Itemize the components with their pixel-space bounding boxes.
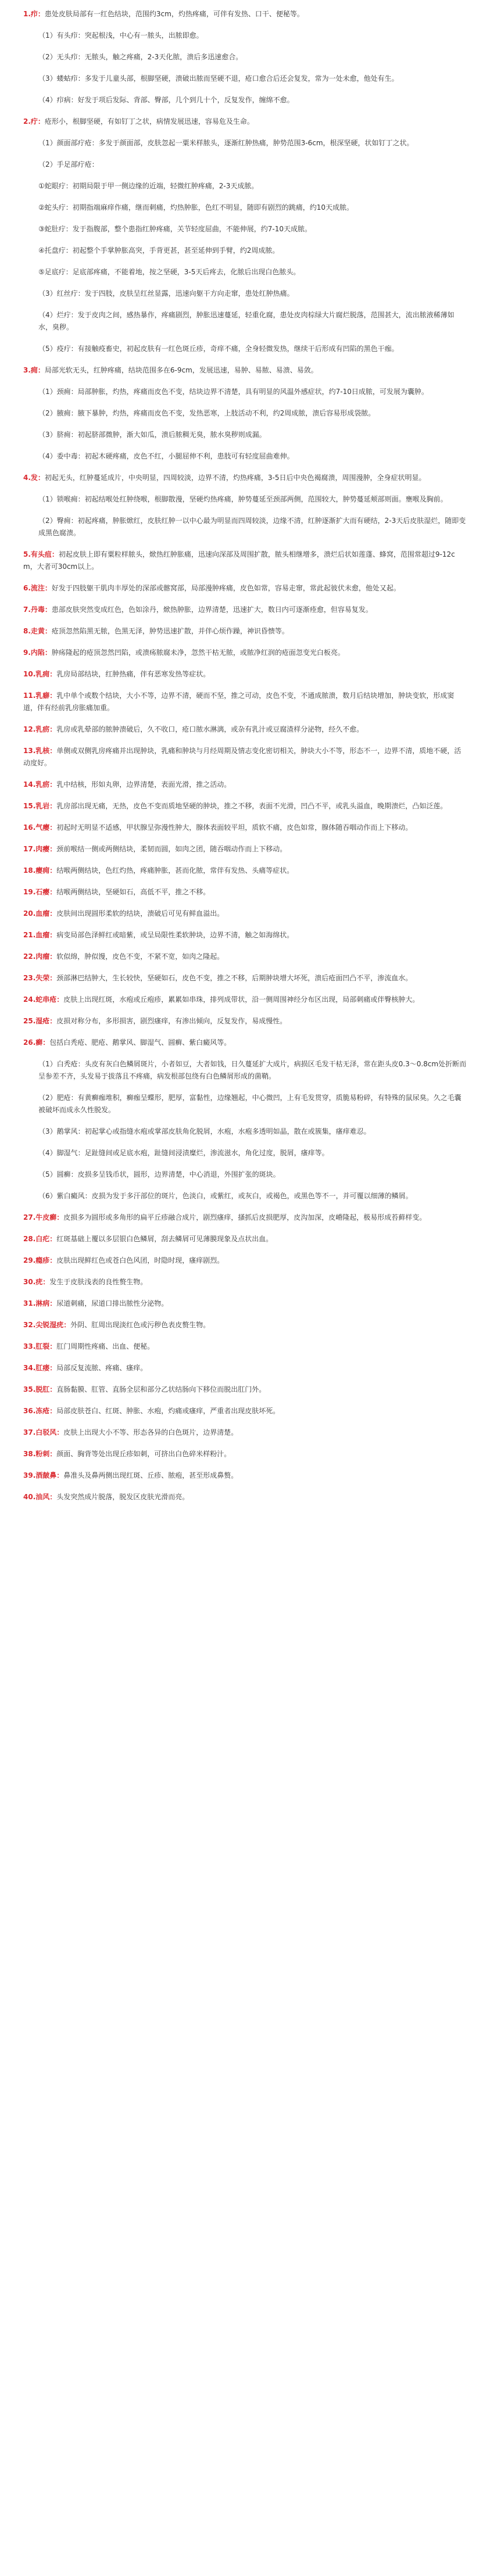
entry-text: 肿疡隆起的疮顶忽然凹陷，或溃疡脓腐未净，忽然干枯无脓，或脓净红润的疮面忽变光白板亮。	[51, 649, 345, 657]
entry-title: 35.脱肛：	[23, 1385, 57, 1393]
sub-paragraph	[0, 1147, 467, 1159]
entry-paragraph	[0, 1015, 467, 1027]
entry-text: 红斑基础上覆以多层银白色鳞屑，刮去鳞屑可见薄膜现象及点状出血。	[56, 1235, 273, 1243]
entry-text: （2）无头疖：无脓头，触之疼痛，2-3天化脓，溃后多迅速愈合。	[38, 53, 243, 61]
entry-text: 患处皮肤局部有一红色结块，范围约3cm，灼热疼痛，可伴有发热、口干、便秘等。	[44, 10, 304, 18]
sub-paragraph	[0, 343, 467, 355]
entry-paragraph	[0, 779, 467, 791]
entry-text: 颈前喉结一侧或两侧结块，柔韧而圆，如肉之团，随吞咽动作而上下移动。	[56, 845, 287, 853]
entry-title: 33.肛裂：	[23, 1342, 57, 1350]
entry-text: 疮顶忽然陷黑无脓，色黑无泽，肿势迅速扩散，并伴心烦作躁，神识昏愦等。	[51, 627, 289, 635]
entry-title: 40.油风：	[23, 1493, 57, 1501]
entry-paragraph	[0, 951, 467, 963]
entry-paragraph	[0, 1233, 467, 1245]
entry-text: 局部反复流脓、疼痛、瘙痒。	[56, 1364, 148, 1372]
entry-text: （5）疫疔：有接触疫畜史，初起皮肤有一红色斑丘疹，奇痒不痛，全身轻微发热，继续干后形成有凹陷的黑色干痂。	[38, 345, 399, 353]
entry-text: ⑤足底疔：足底部疼痛，不能着地，按之坚硬，3-5天后疼去，化脓后出现白色脓头。	[38, 268, 301, 276]
entry-text: 软似绵，肿似馒，皮色不变，不紧不宽，如肉之隆起。	[56, 952, 224, 961]
entry-paragraph	[0, 1362, 467, 1374]
entry-text: 初起时无明显不适感，甲状腺呈弥漫性肿大，腺体表面较平坦，质软不痛，皮色如常，腺体随吞咽动作而上下移动。	[56, 823, 413, 832]
entry-text: （6）紫白癜风：皮损为发于多汗部位的斑片，色淡白，或紫红，或灰白，或褐色，或黑色等不一，并可覆以细薄的鳞屑。	[38, 1192, 413, 1200]
sub-paragraph	[0, 1169, 467, 1181]
entry-title: 9.内陷：	[23, 649, 52, 657]
entry-title: 5.有头疽：	[23, 550, 59, 558]
entry-paragraph	[0, 745, 467, 769]
entry-title: 16.气瘿：	[23, 823, 57, 832]
sub-paragraph	[0, 288, 467, 300]
sub-paragraph	[0, 223, 467, 235]
sub-paragraph	[0, 180, 467, 192]
entry-paragraph	[0, 886, 467, 898]
entry-title: 38.粉刺：	[23, 1450, 57, 1458]
entry-title: 19.石瘿：	[23, 888, 57, 896]
entry-title: 18.瘿痈：	[23, 866, 57, 875]
entry-paragraph	[0, 1255, 467, 1267]
sub-paragraph	[0, 159, 467, 171]
entry-text: （2）手足部疔疮：	[38, 160, 99, 169]
entry-paragraph	[0, 668, 467, 680]
sub-paragraph	[0, 450, 467, 463]
entry-text: （3）红丝疔：发于四肢，皮肤呈红丝显露，迅速向躯干方向走窜，患处红肿热痛。	[38, 289, 294, 298]
entry-text: （2）肥疮：有黄癣痂堆积，癣痂呈蝶形，肥厚，富黏性，边缘翘起，中心微凹，上有毛发贯穿，质脆易粉碎，有特殊的鼠尿臭。久之毛囊被破坏而成永久性脱发。	[38, 1094, 462, 1114]
entry-paragraph	[0, 1448, 467, 1460]
entry-title: 24.蛇串疮：	[23, 995, 64, 1004]
entry-text: 直肠黏膜、肛管、直肠全层和部分乙状结肠向下移位而脱出肛门外。	[56, 1385, 266, 1393]
entry-title: 25.湿疮：	[23, 1017, 57, 1025]
entry-text: 结喉两侧结块，坚硬如石，高低不平，推之不移。	[56, 888, 210, 896]
entry-text: 颜面、胸背等处出现丘疹如刺，可挤出白色碎米样粉汁。	[56, 1450, 231, 1458]
entry-text: 头发突然成片脱落，脱发区皮肤光滑而亮。	[56, 1493, 189, 1501]
entry-title: 28.白疕：	[23, 1235, 57, 1243]
entry-text: （4）疖病：好发于项后发际、背部、臀部，几个到几十个，反复发作，缠绵不愈。	[38, 96, 294, 104]
sub-paragraph	[0, 266, 467, 278]
entry-title: 2.疔：	[23, 117, 45, 126]
entry-paragraph	[0, 472, 467, 484]
entry-text: 病变局部色泽鲜红或暗紫，或呈局限性柔软肿块，边界不清，触之如海绵状。	[56, 931, 294, 939]
entry-paragraph	[0, 865, 467, 877]
sub-paragraph	[0, 245, 467, 257]
sub-paragraph	[0, 73, 467, 85]
entry-title: 12.乳疬：	[23, 725, 57, 733]
entry-paragraph	[0, 1384, 467, 1396]
entry-paragraph	[0, 1037, 467, 1049]
sub-paragraph	[0, 1126, 467, 1138]
entry-title: 23.失荣：	[23, 974, 57, 982]
entry-text: 尿道刺痛，尿道口排出脓性分泌物。	[56, 1299, 169, 1307]
entry-paragraph	[0, 1212, 467, 1224]
entry-text: 结喉两侧结块，色红灼热，疼痛肿胀，甚而化脓，常伴有发热、头痛等症状。	[56, 866, 294, 875]
entry-title: 32.尖锐湿疣：	[23, 1321, 71, 1329]
entry-paragraph	[0, 822, 467, 834]
sub-paragraph	[0, 1092, 467, 1116]
sub-paragraph	[0, 309, 467, 334]
entry-text: ①蛇眼疔：初期局限于甲一侧边缘的近端，轻微红肿疼痛，2-3天成脓。	[38, 182, 259, 190]
entry-title: 22.肉瘤：	[23, 952, 57, 961]
entry-text: （1）白秃疮：头皮有灰白色鳞屑斑片，小者如豆，大者如钱，日久蔓延扩大成片，病损区毛发干枯无泽，常在距头皮0.3～0.8cm处折断而呈参差不齐，头发易于拔落且不疼痛，病发根部包绕有白色鳞屑形成的菌鞘。	[38, 1060, 467, 1080]
sub-paragraph	[0, 51, 467, 63]
sub-paragraph	[0, 429, 467, 441]
entry-text: （3）鹅掌风：初起掌心或指缝水疱或掌部皮肤角化脱屑，水疱，水疱多透明如晶，散在或簇集，瘙痒难忍。	[38, 1127, 371, 1135]
entry-title: 31.淋病：	[23, 1299, 57, 1307]
entry-title: 30.疣：	[23, 1278, 50, 1286]
entry-paragraph	[0, 800, 467, 812]
entry-text: 局部皮肤苍白、红斑、肿胀、水疱，灼痛或瘙痒，严重者出现皮肤坏死。	[56, 1407, 280, 1415]
entry-text: 乳房部出现无痛，无热，皮色不变而质地坚硬的肿块，推之不移，表面不光滑，凹凸不平，或乳头溢血，晚期溃烂，凸如泛莲。	[56, 802, 448, 810]
entry-text: （3）脐痈：初起脐部微肿，渐大如瓜，溃后脓稠无臭，脓水臭秽则成漏。	[38, 431, 266, 439]
entry-title: 34.肛瘘：	[23, 1364, 57, 1372]
entry-title: 17.肉瘿：	[23, 845, 57, 853]
sub-paragraph	[0, 407, 467, 420]
entry-paragraph	[0, 1427, 467, 1439]
entry-text: 乳房局部结块，红肿热痛，伴有恶寒发热等症状。	[56, 670, 210, 678]
entry-title: 6.流注：	[23, 584, 52, 592]
entry-text: 患部皮肤突然变成红色，色如涂丹，焮热肿胀，边界清楚，迅速扩大，数日内可逐渐痊愈，但容易复发。	[51, 606, 373, 614]
entry-text: 乳中结核，形如丸卵，边界清楚，表面光滑，推之活动。	[56, 780, 231, 789]
entry-text: （1）颜面部疔疮：多发于颜面部，皮肤忽起一粟米样脓头，逐渐红肿热痛，肿势范围3-6cm，根深坚硬，状如钉丁之状。	[38, 139, 414, 147]
entry-paragraph	[0, 647, 467, 659]
entry-paragraph	[0, 723, 467, 736]
entry-text: 疮形小，根脚坚硬，有如钉丁之状，病情发展迅速，容易危及生命。	[44, 117, 254, 126]
entry-title: 39.酒皶鼻：	[23, 1471, 64, 1479]
entry-text: ④托盘疔：初起整个手掌肿胀高突，手背更甚，甚至延伸到手臂，约2周成脓。	[38, 246, 280, 255]
entry-title: 8.走黄：	[23, 627, 52, 635]
entry-title: 36.冻疮：	[23, 1407, 57, 1415]
entry-paragraph	[0, 1319, 467, 1331]
entry-title: 4.发：	[23, 474, 45, 482]
entry-title: 21.血瘤：	[23, 931, 57, 939]
entry-paragraph	[0, 908, 467, 920]
entry-text: （1）锁喉痈：初起结喉处红肿绕喉，根脚散漫，坚硬灼热疼痛，肿势蔓延至颈部两侧，范围较大，肿势蔓延颊部则面。壅喉及胸前。	[38, 495, 448, 503]
entry-text: 鼻准头及鼻两侧出现红斑、丘疹、脓疱，甚至形成鼻赘。	[63, 1471, 238, 1479]
sub-paragraph	[0, 1190, 467, 1202]
entry-title: 37.白驳风：	[23, 1428, 64, 1436]
entry-text: （4）烂疔：发于皮肉之间，感热暴作，疼痛剧烈，肿胀迅速蔓延，轻重化腐，患处皮肉棕绿大片腐烂脱落，范围甚大，流出脓液稀薄如水，臭秽。	[38, 311, 455, 331]
entry-text: 皮肤间出现圆形柔软的结块，溃破后可见有鲜血溢出。	[56, 909, 224, 918]
entry-text: ③蛇肚疔：发于指腹部，整个患指红肿疼痛，关节轻度屈曲，不能伸展，约7-10天成脓。	[38, 225, 312, 233]
entry-title: 13.乳核：	[23, 747, 57, 755]
entry-text: （4）委中毒：初起木硬疼痛，皮色不红，小腿屈伸不利，患肢可有轻度屈曲难伸。	[38, 452, 294, 460]
entry-text: 局部光软无头，红肿疼痛，结块范围多在6-9cm，发展迅速，易肿、易脓、易溃、易敛。	[44, 366, 318, 374]
sub-paragraph	[0, 137, 467, 149]
entry-text: 初起皮肤上即有粟粒样脓头，焮热红肿胀痛，迅速向深部及周围扩散，脓头相继增多，溃烂后状如莲蓬、蜂窝，范围常超过9-12cm，大者可30cm以上。	[23, 550, 455, 571]
entry-paragraph	[0, 8, 467, 20]
entry-text: 肛门周期性疼痛、出血、便秘。	[56, 1342, 155, 1350]
entry-title: 3.痈：	[23, 366, 45, 374]
entry-paragraph	[0, 929, 467, 941]
entry-title: 1.疖：	[23, 10, 45, 18]
entry-paragraph	[0, 625, 467, 637]
entry-title: 10.乳痈：	[23, 670, 57, 678]
entry-text: 初起无头，红肿蔓延成片，中央明显，四周较淡，边界不清，灼热疼痛，3-5日后中央色褐腐溃，周围漫肿，全身症状明显。	[44, 474, 426, 482]
sub-paragraph	[0, 493, 467, 506]
entry-paragraph	[0, 1276, 467, 1288]
entry-title: 20.血瘤：	[23, 909, 57, 918]
entry-text: 皮损对称分布，多形损害，剧烈瘙痒，有渗出倾向，反复发作，易成慢性。	[56, 1017, 287, 1025]
entry-text: （1）颈痈：局部肿胀，灼热，疼痛而皮色不变，结块边界不清楚，具有明显的风温外感症状，约7-10日成脓，可发展为囊肿。	[38, 388, 428, 396]
sub-paragraph	[0, 202, 467, 214]
entry-paragraph	[0, 364, 467, 377]
entry-text: （3）蝼蛄疖：多发于儿童头部，根脚坚硬，溃破出脓而坚硬不退，疮口愈合后还会复发，常为一处未愈，他处有生。	[38, 74, 399, 83]
entry-paragraph	[0, 1298, 467, 1310]
sub-paragraph	[0, 386, 467, 398]
entry-title: 15.乳岩：	[23, 802, 57, 810]
entry-text: 单侧或双侧乳房疼痛并出现肿块，乳痛和肿块与月经周期及情志变化密切相关，肿块大小不等，形态不一，边界不清，质地不硬，活动度好。	[23, 747, 462, 767]
entry-paragraph	[0, 582, 467, 594]
entry-text: （2）臀痈：初起疼痛，肿胀焮红，皮肤红肿一以中心最为明显而四周较淡，边缘不清，红肿逐渐扩大而有硬结，2-3天后皮肤湿烂，随即变成黑色腐溃。	[38, 517, 466, 537]
entry-paragraph	[0, 1491, 467, 1503]
entry-paragraph	[0, 549, 467, 573]
entry-title: 14.乳疬：	[23, 780, 57, 789]
entry-paragraph	[0, 994, 467, 1006]
entry-text: （2）腋痈：腋下暴肿，灼热，疼痛而皮色不变，发热恶寒，上肢活动不利，约2周成脓，溃后容易形成袋脓。	[38, 409, 375, 417]
entry-title: 26.癣：	[23, 1038, 50, 1047]
entry-paragraph	[0, 604, 467, 616]
entry-text: 好发于四肢躯干肌肉丰厚处的深部或髂窝部，局部漫肿疼痛，皮色如常，容易走窜，常此起彼伏未愈，他处又起。	[51, 584, 400, 592]
entry-text: 乳中单个或数个结块，大小不等，边界不清，硬而不坚，推之可动，皮色不变，不通成脓溃，数月后结块增加，肿块变软，形成窦道，伴有经前乳房胀痛加重。	[23, 692, 455, 712]
entry-text: 乳房或乳晕部的脓肿溃破后，久不收口，疮口脓水淋漓，或杂有乳汁或豆腐渣样分泌物，经久不愈。	[56, 725, 364, 733]
entry-text: ②蛇头疔：初期指端麻痒作痛，继而刺痛，灼热肿胀，色红不明显，随即有剧烈的跳痛，约10天成脓。	[38, 203, 354, 212]
entry-text: 皮损多为圆形或多角形的扁平丘疹融合成片，剧烈瘙痒，搔抓后皮损肥厚，皮沟加深，皮嵴隆起，极易形成苔藓样变。	[63, 1213, 427, 1221]
sub-paragraph	[0, 1058, 467, 1083]
entry-paragraph	[0, 690, 467, 714]
entry-paragraph	[0, 972, 467, 984]
entry-text: （5）圆癣：皮损多呈钱币状，圆形，边界清楚，中心消退，外围扩张的斑块。	[38, 1170, 280, 1178]
entry-text: （1）有头疖：突起根浅，中心有一脓头，出脓即愈。	[38, 31, 203, 40]
sub-paragraph	[0, 94, 467, 106]
entry-text: 皮肤上出现红斑，水疱或丘疱疹，累累如串珠，排列成带状，沿一侧周围神经分布区出现，局部刺痛或伴臀核肿大。	[63, 995, 420, 1004]
entry-text: 颈部淋巴结肿大，生长较快，坚硬如石，皮色不变，推之不移，后期肿块增大坏死，溃后疮面凹凸不平，渗流血水。	[56, 974, 413, 982]
entry-paragraph	[0, 1470, 467, 1482]
entry-title: 27.牛皮癣：	[23, 1213, 64, 1221]
entry-text: 皮肤出现鲜红色或苍白色风团，时隐时现，瘙痒剧烈。	[56, 1256, 224, 1264]
entry-paragraph	[0, 116, 467, 128]
entry-paragraph	[0, 843, 467, 855]
entry-text: 包括白秃疮、肥疮、鹅掌风、脚湿气、圆癣、紫白癜风等。	[49, 1038, 231, 1047]
sub-paragraph	[0, 30, 467, 42]
entry-text: （4）脚湿气：足趾缝间或足底水疱，趾缝间浸渍糜烂，渗流滋水，角化过度，脱屑，瘙痒等。	[38, 1149, 329, 1157]
entry-text: 发生于皮肤浅表的良性赘生物。	[49, 1278, 148, 1286]
entry-title: 29.瘾疹：	[23, 1256, 57, 1264]
entry-text: 外阴、肛周出现淡红色或污秽色表皮赘生物。	[70, 1321, 210, 1329]
entry-title: 11.乳癖：	[23, 692, 57, 700]
sub-paragraph	[0, 515, 467, 539]
entry-title: 7.丹毒：	[23, 606, 52, 614]
entry-text: 皮肤上出现大小不等、形态各异的白色斑片，边界清楚。	[63, 1428, 238, 1436]
entry-paragraph	[0, 1405, 467, 1417]
entry-paragraph	[0, 1341, 467, 1353]
